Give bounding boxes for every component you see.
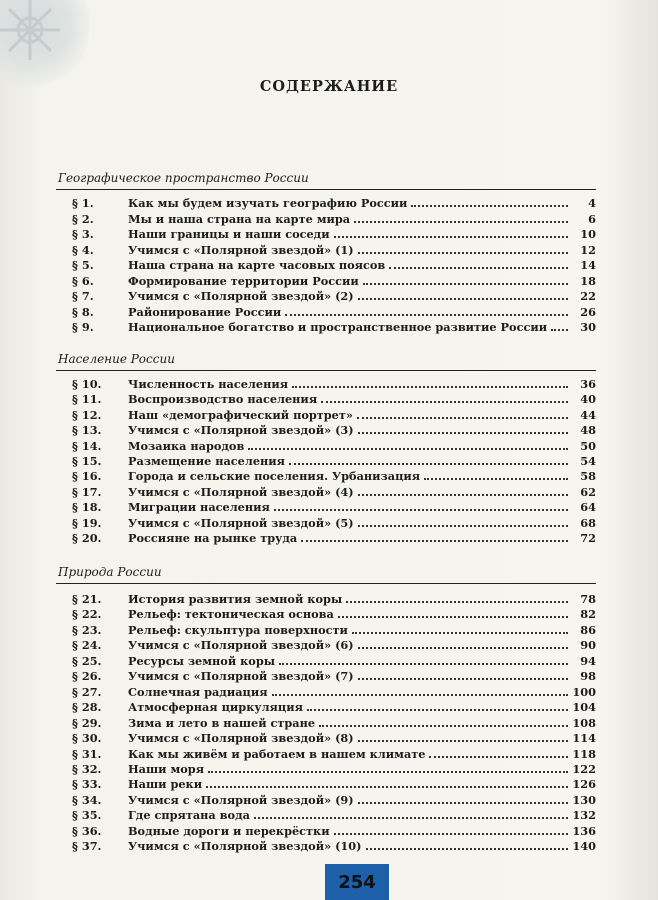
toc-row[interactable]: § 17. Учимся с «Полярной звездой» (4) 62 [72, 484, 596, 499]
section-title-geography: Географическое пространство России [58, 171, 309, 185]
toc-row[interactable]: § 30. Учимся с «Полярной звездой» (8) 114 [72, 731, 596, 746]
toc-row[interactable]: § 4. Учимся с «Полярной звездой» (1) 12 [72, 242, 596, 257]
toc-row[interactable]: § 26. Учимся с «Полярной звездой» (7) 98 [72, 669, 596, 684]
toc-row[interactable]: § 31. Как мы живём и работаем в нашем климате 118 [72, 746, 596, 761]
toc-row[interactable]: § 8. Районирование России 26 [72, 304, 596, 319]
section-divider [56, 370, 596, 371]
toc-row[interactable]: § 7. Учимся с «Полярной звездой» (2) 22 [72, 289, 596, 303]
toc-row[interactable]: § 28. Атмосферная циркуляция 104 [72, 700, 596, 715]
section-divider [56, 583, 596, 584]
toc-row[interactable]: § 5. Наша страна на карте часовых поясов 14 [72, 258, 596, 272]
toc-row[interactable]: § 9. Национальное богатство и пространственное развитие России 30 [72, 320, 596, 334]
page-title: СОДЕРЖАНИЕ [259, 78, 399, 95]
toc-row[interactable]: § 3. Наши границы и наши соседи 10 [72, 227, 596, 241]
toc-row[interactable]: § 37. Учимся с «Полярной звездой» (10) 140 [72, 839, 596, 854]
section-title-population: Население России [58, 352, 175, 366]
toc-row[interactable]: § 21. История развития земной коры 78 [72, 592, 596, 606]
toc-row[interactable]: § 19. Учимся с «Полярной звездой» (5) 68 [72, 515, 596, 530]
snowflake-ornament-icon [0, 0, 65, 65]
toc-row[interactable]: § 13. Учимся с «Полярной звездой» (3) 48 [72, 423, 596, 438]
toc-row[interactable]: § 1. Как мы будем изучать географию России 4 [72, 196, 596, 210]
section-divider [56, 189, 596, 190]
toc-row[interactable]: § 34. Учимся с «Полярной звездой» (9) 130 [72, 792, 596, 807]
toc-row[interactable]: § 10. Численность населения 36 [72, 377, 596, 391]
toc-row[interactable]: § 6. Формирование территории России 18 [72, 273, 596, 288]
toc-row[interactable]: § 22. Рельеф: тектоническая основа 82 [72, 607, 596, 622]
toc-row[interactable]: § 35. Где спрятана вода 132 [72, 808, 596, 823]
toc-row[interactable]: § 11. Воспроизводство населения 40 [72, 392, 596, 407]
toc-row[interactable]: § 24. Учимся с «Полярной звездой» (6) 90 [72, 638, 596, 653]
toc-row[interactable]: § 27. Солнечная радиация 100 [72, 684, 596, 699]
toc-row[interactable]: § 36. Водные дороги и перекрёстки 136 [72, 823, 596, 838]
toc-row[interactable]: § 25. Ресурсы земной коры 94 [72, 653, 596, 668]
page-number-badge [325, 864, 389, 900]
toc-row[interactable]: § 23. Рельеф: скульптура поверхности 86 [72, 622, 596, 637]
section-title-nature: Природа России [58, 565, 162, 579]
page-number: 254 [338, 871, 376, 893]
toc-row[interactable]: § 29. Зима и лето в нашей стране 108 [72, 715, 596, 730]
toc-row[interactable]: § 2. Мы и наша страна на карте мира 6 [72, 211, 596, 226]
toc-row[interactable]: § 14. Мозаика народов 50 [72, 438, 596, 453]
toc-row[interactable]: § 12. Наш «демографический портрет» 44 [72, 407, 596, 422]
toc-row[interactable]: § 32. Наши моря 122 [72, 761, 596, 776]
toc-row[interactable]: § 16. Города и сельские поселения. Урбанизация 58 [72, 469, 596, 484]
toc-row[interactable]: § 33. Наши реки 126 [72, 777, 596, 792]
toc-row[interactable]: § 18. Миграции населения 64 [72, 500, 596, 515]
toc-row[interactable]: § 20. Россияне на рынке труда 72 [72, 531, 596, 545]
toc-row[interactable]: § 15. Размещение населения 54 [72, 454, 596, 468]
